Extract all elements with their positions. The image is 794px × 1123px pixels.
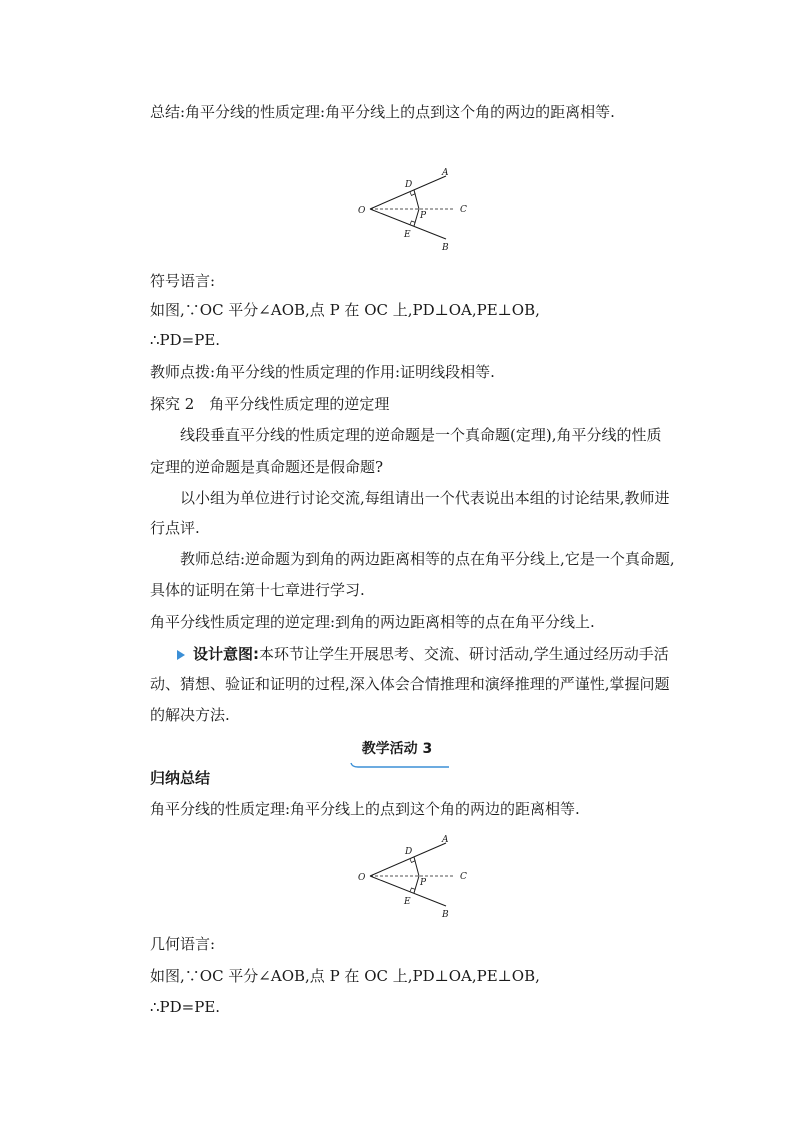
label-p: P [420, 211, 427, 221]
label-a: A [442, 835, 449, 845]
label-b: B [442, 910, 449, 920]
design-intent-line-1 [177, 643, 669, 665]
symbol-statement-2: ∴PD=PE. [150, 331, 221, 349]
activity-3-label: 教学活动 3 [361, 741, 433, 757]
geometry-statement-1: 如图,∵OC 平分∠AOB,点 P 在 OC 上,PD⊥OA,PE⊥OB, [150, 967, 540, 985]
symbol-statement-1: 如图,∵OC 平分∠AOB,点 P 在 OC 上,PD⊥OA,PE⊥OB, [150, 301, 540, 319]
converse-theorem: 角平分线性质定理的逆定理:到角的两边距离相等的点在角平分线上. [150, 613, 595, 631]
label-b: B [442, 243, 449, 253]
label-c: C [460, 872, 467, 882]
label-a: A [442, 168, 449, 178]
summary-theorem: 角平分线的性质定理:角平分线上的点到这个角的两边的距离相等. [150, 800, 580, 818]
label-e: E [404, 230, 411, 240]
label-d: D [405, 180, 413, 190]
label-d: D [405, 847, 413, 857]
summary-line: 总结:角平分线的性质定理:角平分线上的点到这个角的两边的距离相等. [150, 103, 615, 121]
design-intent-label: 设计意图: [193, 645, 259, 663]
design-intent-line-2: 动、猜想、验证和证明的过程,深入体会合情推理和演绎推理的严谨性,掌握问题 [150, 675, 670, 693]
angle-bisector-figure-2 [350, 827, 480, 926]
paragraph-2-line-2: 行点评. [150, 519, 200, 537]
paragraph-1-line-2: 定理的逆命题是真命题还是假命题? [150, 458, 384, 476]
design-intent-line-3: 的解决方法. [150, 706, 230, 724]
geometry-statement-2: ∴PD=PE. [150, 998, 221, 1016]
design-intent-text: 本环节让学生开展思考、交流、研讨活动,学生通过经历动手活 [259, 645, 669, 663]
label-o: O [358, 206, 366, 216]
triangle-marker-icon [177, 650, 185, 660]
teaching-activity-3-heading [0, 734, 794, 766]
paragraph-3-line-2: 具体的证明在第十七章进行学习. [150, 581, 365, 599]
label-c: C [460, 205, 467, 215]
geometry-language-title: 几何语言: [150, 935, 216, 953]
label-e: E [404, 897, 411, 907]
teacher-tip: 教师点拨:角平分线的性质定理的作用:证明线段相等. [150, 363, 495, 381]
symbol-language-title: 符号语言: [150, 272, 216, 290]
paragraph-2-line-1: 以小组为单位进行讨论交流,每组请出一个代表说出本组的讨论结果,教师进 [180, 489, 670, 507]
summary-heading: 归纳总结 [150, 769, 211, 787]
explore-2-title: 探究 2 角平分线性质定理的逆定理 [150, 395, 390, 413]
activity-underline-icon [350, 762, 450, 768]
angle-bisector-figure-1 [350, 160, 480, 259]
paragraph-3-line-1: 教师总结:逆命题为到角的两边距离相等的点在角平分线上,它是一个真命题, [180, 550, 675, 568]
label-p: P [420, 878, 427, 888]
label-o: O [358, 873, 366, 883]
paragraph-1-line-1: 线段垂直平分线的性质定理的逆命题是一个真命题(定理),角平分线的性质 [180, 426, 662, 444]
